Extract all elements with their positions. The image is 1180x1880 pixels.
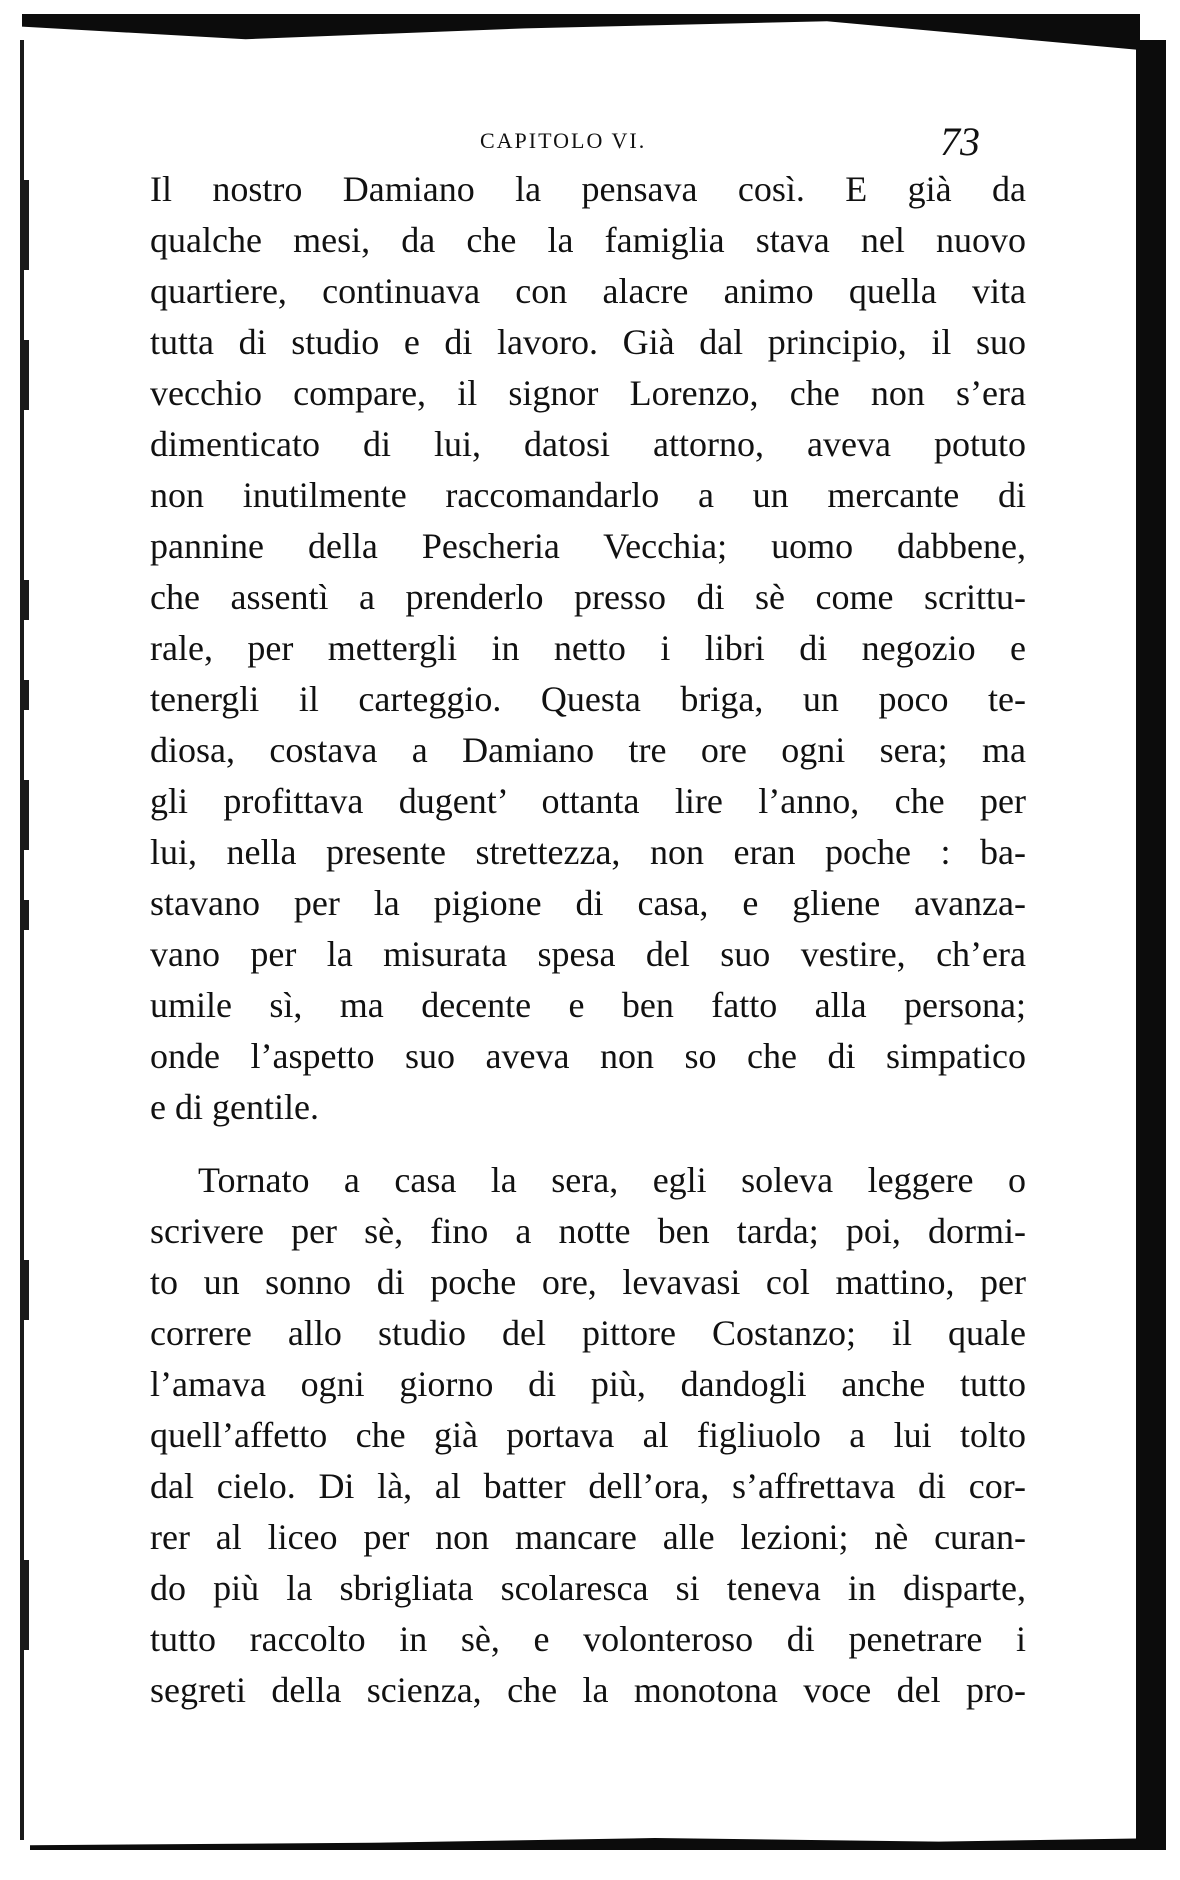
text-line: dal cielo. Di là, al batter dell’ora, s’affrettava di cor- [150, 1466, 1026, 1506]
text-line: che assentì a prenderlo presso di sè come scrittu- [150, 577, 1026, 617]
text-line: lui, nella presente strettezza, non eran poche : ba- [150, 832, 1026, 872]
text-line: pannine della Pescheria Vecchia; uomo dabbene, [150, 526, 1026, 566]
scan-border-right [1136, 40, 1166, 1840]
text-line: qualche mesi, da che la famiglia stava nel nuovo [150, 220, 1026, 260]
text-line: onde l’aspetto suo aveva non so che di simpatico [150, 1036, 1026, 1076]
paragraph-gap [150, 1133, 1026, 1155]
scan-border-top [22, 14, 1140, 50]
page-number: 73 [940, 119, 980, 164]
text-line: Tornato a casa la sera, egli soleva leggere o [198, 1160, 1026, 1200]
text-line: correre allo studio del pittore Costanzo; il quale [150, 1313, 1026, 1353]
text-line: do più la sbrigliata scolaresca si teneva in disparte, [150, 1568, 1026, 1608]
running-head [150, 118, 1030, 164]
text-line: l’amava ogni giorno di più, dandogli anche tutto [150, 1364, 1026, 1404]
text-line: tutto raccolto in sè, e volonteroso di penetrare i [150, 1619, 1026, 1659]
text-line: rale, per mettergli in netto i libri di negozio e [150, 628, 1026, 668]
scan-border-bottom [30, 1838, 1166, 1850]
paragraph-2 [150, 1155, 1026, 1716]
text-line: to un sonno di poche ore, levavasi col mattino, per [150, 1262, 1026, 1302]
text-line: non inutilmente raccomandarlo a un mercante di [150, 475, 1026, 515]
text-line: tutta di studio e di lavoro. Già dal principio, il suo [150, 322, 1026, 362]
text-line: quartiere, continuava con alacre animo quella vita [150, 271, 1026, 311]
text-line: Il nostro Damiano la pensava così. E già da [150, 169, 1026, 209]
text-line: segreti della scienza, che la monotona voce del pro- [150, 1670, 1026, 1710]
text-line: quell’affetto che già portava al figliuolo a lui tolto [150, 1415, 1026, 1455]
text-line: rer al liceo per non mancare alle lezioni; nè curan- [150, 1517, 1026, 1557]
text-line: umile sì, ma decente e ben fatto alla persona; [150, 985, 1026, 1025]
text-line: tenergli il carteggio. Questa briga, un poco te- [150, 679, 1026, 719]
text-line: gli profittava dugent’ ottanta lire l’anno, che per [150, 781, 1026, 821]
scan-edge-marks [24, 160, 40, 1760]
text-line: dimenticato di lui, datosi attorno, aveva potuto [150, 424, 1026, 464]
text-line: vano per la misurata spesa del suo vestire, ch’era [150, 934, 1026, 974]
paragraph-1 [150, 164, 1026, 1133]
body-text [150, 164, 1026, 1716]
text-line: scrivere per sè, fino a notte ben tarda; poi, dormi- [150, 1211, 1026, 1251]
text-line: diosa, costava a Damiano tre ore ogni sera; ma [150, 730, 1026, 770]
text-line: vecchio compare, il signor Lorenzo, che non s’era [150, 373, 1026, 413]
chapter-title: CAPITOLO VI. [480, 128, 647, 153]
text-line: e di gentile. [150, 1087, 319, 1127]
text-line: stavano per la pigione di casa, e gliene avanza- [150, 883, 1026, 923]
